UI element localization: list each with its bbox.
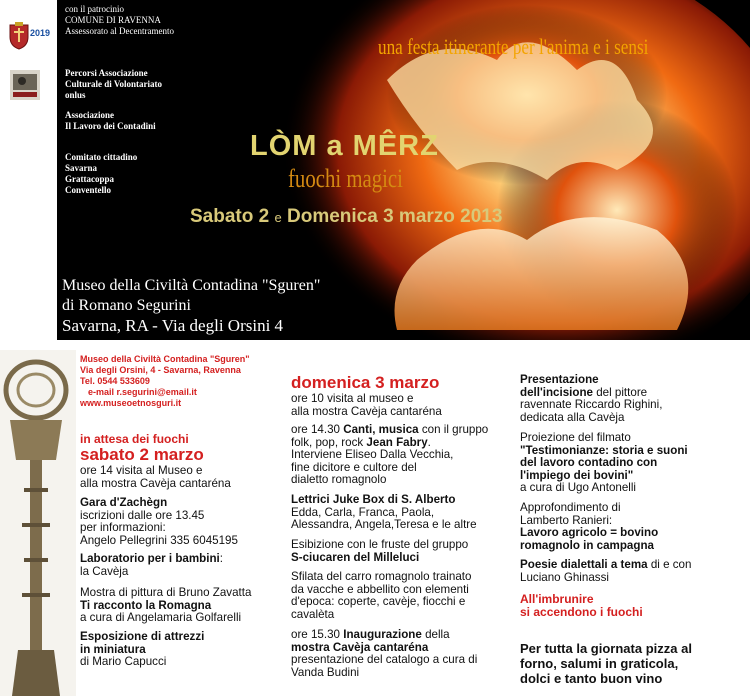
saturday-heading: sabato 2 marzo — [80, 445, 204, 464]
association-photo-icon — [10, 70, 40, 100]
lettrici-block: Lettrici Juke Box di S. Alberto Edda, Carla, Franca, Paola, Alessandra, Angela,Teresa e le altre — [291, 493, 477, 532]
event-flyer-header — [0, 0, 750, 345]
film-block: Proiezione del filmato "Testimonianze: storia e suoni del lavoro contadino con l'impiego dei bovini" a cura di Ugo Antonelli — [520, 431, 688, 495]
food-block: Per tutta la giornata pizza al forno, salumi in graticola, dolci e tanto buon vino — [520, 641, 692, 686]
inauguration-block: ore 15.30 Inaugurazione della mostra Cavèja cantaréna presentazione del catalogo a cura di Vanda Budini — [291, 628, 478, 679]
event-subtitle: fuochi magici — [288, 164, 403, 193]
canti-block: ore 14.30 Canti, musica con il gruppo folk, pop, rock Jean Fabry. Interviene Eliseo Dalla Vecchia, fine dicitore e cultore del dialetto romagnolo — [291, 423, 489, 487]
tagline: una festa itinerante per l'anima e i sensi — [378, 34, 649, 59]
poetry-block: Poesie dialettali a tema di e con Luciano Ghinassi — [520, 558, 692, 584]
engraving-block: Presentazione dell'incisione del pittore ravennate Riccardo Righini, dedicata alla Cavèja — [520, 373, 663, 424]
bonfire-lighting-block: All'imbrunire si accendono i fuochi — [520, 592, 643, 619]
sunday-visit: ore 10 visita al museo e alla mostra Cavèja cantaréna — [291, 392, 442, 418]
waiting-label: in attesa dei fuochi — [80, 432, 189, 446]
contact-email[interactable]: e-mail r.segurini@email.it — [88, 387, 197, 397]
caveja-sculpture-image — [0, 350, 76, 696]
gara-block: Gara d'Zachègn iscrizioni dalle ore 13.45 per informazioni: Angelo Pellegrini 335 6045195 — [80, 496, 238, 547]
ravenna-crest-icon — [8, 22, 30, 50]
event-title: LÒM a MÊRZ — [250, 130, 439, 162]
event-dates: Sabato 2 e Domenica 3 marzo 2013 — [190, 206, 503, 227]
sunday-heading: domenica 3 marzo — [291, 373, 440, 392]
organizer-lavoro-contadini: Associazione Il Lavoro dei Contadini — [65, 110, 156, 131]
organizer-comitato: Comitato cittadino Savarna Grattacoppa Conventello — [65, 152, 138, 195]
sponsor-sidebar — [0, 0, 57, 345]
lecture-block: Approfondimento di Lamberto Ranieri: Lavoro agricolo = bovino romagnolo in campagna — [520, 501, 659, 552]
contact-block: Museo della Civiltà Contadina "Sguren" Via degli Orsini, 4 - Savarna, Ravenna Tel. 0544 533609 e-mail r.segurini@email.it www.museoetnosguri.it — [80, 354, 250, 408]
parade-block: Sfilata del carro romagnolo trainato da vacche e abbellito con elementi d'epoca: coperte, cavèje, fiocchi e cavalèta — [291, 570, 472, 621]
whips-block: Esibizione con le fruste del gruppo S-ciucaren del Milleluci — [291, 538, 469, 564]
painting-exhibit-block: Mostra di pittura di Bruno Zavatta Ti racconto la Romagna a cura di Angelamaria Golfarelli — [80, 586, 252, 625]
museum-address: Museo della Civiltà Contadina "Sguren" di Romano Segurini Savarna, RA - Via degli Orsini 4 — [62, 277, 321, 335]
patronage-block: con il patrocinio COMUNE DI RAVENNA Assessorato al Decentramento — [65, 4, 174, 36]
laboratory-block: Laboratorio per i bambini: la Cavèja — [80, 552, 224, 578]
organizer-percorsi: Percorsi Associazione Culturale di Volontariato onlus — [65, 68, 163, 100]
tools-exhibit-block: Esposizione di attrezzi in miniatura di Mario Capucci — [80, 630, 205, 669]
saturday-visit: ore 14 visita al Museo e alla mostra Cavèja cantaréna — [80, 464, 231, 490]
ravenna-2019-logo: 2019 — [30, 28, 51, 38]
contact-website[interactable]: www.museoetnosguri.it — [80, 398, 182, 408]
